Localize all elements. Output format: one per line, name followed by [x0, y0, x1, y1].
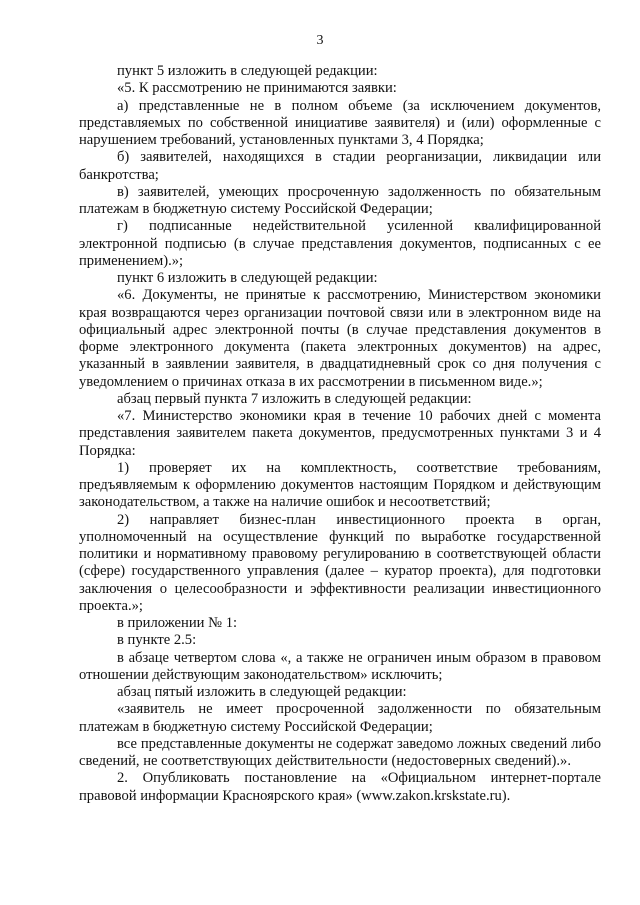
paragraph: «7. Министерство экономики края в течение 10 рабочих дней с момента представления заявителем пакета документов, предусмотренных пунктами 3 и 4 Порядка: — [79, 408, 601, 459]
page-number: 3 — [316, 33, 324, 48]
paragraph: в приложении № 1: — [117, 615, 238, 631]
paragraph: 1) проверяет их на комплектность, соответствие требованиям, предъявляемым к оформлению документов настоящим Порядком и действующим законодательством, а также на наличие ошибок и несоответствий; — [79, 459, 601, 511]
paragraph: абзац пятый изложить в следующей редакции: — [117, 684, 407, 700]
paragraph: а) представленные не в полном объеме (за исключением документов, представляемых по собственной инициативе заявителя) и (или) оформленные с нарушением требований, установленных пунктами 3, 4 Порядка; — [79, 97, 601, 148]
paragraph: 2. Опубликовать постановление на «Официальном интернет-портале правовой информации Красноярского края» (www.zakon.krskstate.ru). — [79, 770, 601, 804]
paragraph: г) подписанные недействительной усиленной квалифицированной электронной подписью (в случае представления документов, подписанных с ее применением).»; — [79, 218, 601, 269]
paragraph: все представленные документы не содержат заведомо ложных сведений либо сведений, не соответствующих действительности (недостоверных сведений).». — [79, 735, 601, 769]
paragraph: 2) направляет бизнес-план инвестиционного проекта в орган, уполномоченный на осуществление функций по выработке государственной политики и нормативному правовому регулированию в соответствующей области (сфере) государственного управления (далее – куратор проекта), для подготовки заключения о целесообразности и эффективности реализации инвестиционного проекта.»; — [79, 511, 601, 614]
paragraph: «6. Документы, не принятые к рассмотрению, Министерством экономики края возвращаются через организации почтовой связи или в электронном виде на официальный адрес электронной почты (в случае представления документов в форме электронного документа (пакета электронных документов) на адрес, указанный в заявлении заявителя, в двадцатидневный срок со дня получения с уведомлением о причинах отказа в их рассмотрении в письменном виде.»; — [79, 287, 601, 390]
paragraph: в) заявителей, умеющих просроченную задолженность по обязательным платежам в бюджетную систему Российской Федерации; — [79, 183, 601, 217]
document-body — [79, 63, 601, 805]
paragraph: б) заявителей, находящихся в стадии реорганизации, ликвидации или банкротства; — [79, 149, 601, 183]
paragraph: абзац первый пункта 7 изложить в следующей редакции: — [117, 390, 472, 407]
paragraph: в абзаце четвертом слова «, а также не ограничен иным образом в правовом отношении действующим законодательством» исключить; — [79, 649, 601, 683]
paragraph: в пункте 2.5: — [117, 632, 197, 649]
paragraph: пункт 6 изложить в следующей редакции: — [117, 270, 378, 286]
paragraph: «5. К рассмотрению не принимаются заявки: — [117, 80, 397, 97]
paragraph: пункт 5 изложить в следующей редакции: — [117, 63, 378, 79]
paragraph: «заявитель не имеет просроченной задолженности по обязательным платежам в бюджетную систему Российской Федерации; — [79, 701, 601, 735]
